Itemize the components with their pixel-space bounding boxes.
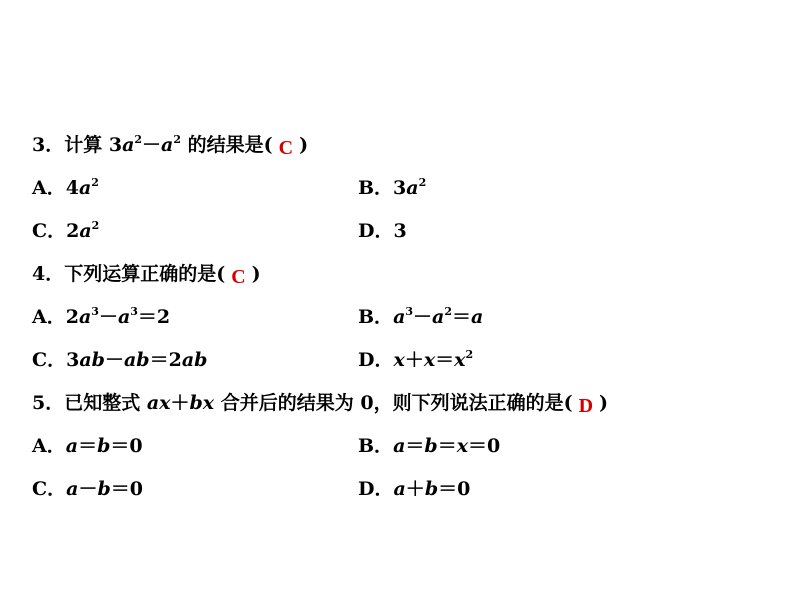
q5-options-row-2 [32,477,471,501]
q3-option-c[interactable]: C．$2a^2$ [32,219,100,242]
q3-option-b[interactable]: B．$3a^2$ [358,176,427,199]
q5-close: ) [599,392,609,414]
q3-stem-mid: 的结果是( [187,134,273,156]
q3-option-a[interactable]: A．$4a^2$ [32,176,99,199]
q5-options-row-1 [32,434,501,458]
q4-option-a[interactable]: A．$2a^3-a^3=2$ [32,305,171,328]
q4-option-d[interactable]: D．$x+x=x^2$ [358,348,474,371]
q4-close: ) [251,263,261,285]
q3-options-row-1 [32,176,427,200]
q4-option-c[interactable]: C．3ab－ab＝2ab [32,349,208,371]
q5-option-d[interactable]: D．a＋b＝0 [358,478,471,500]
q3-option-d[interactable]: D．3 [358,220,407,242]
q3-var-a: a [122,134,135,156]
q3-options-row-2 [32,219,407,243]
q3-answer: C [278,137,294,159]
question-4-stem [32,262,261,286]
q3-close: ) [299,134,309,156]
q3-stem-prefix: 3．计算 3 [32,134,123,156]
q5-option-b[interactable]: B．a＝b＝x＝0 [358,435,501,457]
q5-answer: D [578,395,594,417]
q3-exp-1: 2 [134,133,143,146]
q4-options-row-2 [32,348,474,372]
q4-stem: 4．下列运算正确的是( [32,263,226,285]
q4-answer: C [231,266,246,288]
q4-options-row-1 [32,305,484,329]
q5-option-c[interactable]: C．a－b＝0 [32,478,143,500]
question-3-stem: 3．计算 $3a^2-a^2$ 的结果是( C ) [32,133,309,159]
q5-option-a[interactable]: A．a＝b＝0 [32,435,143,457]
question-5-stem: 5．已知整式 ax＋bx 合并后的结果为 0，则下列说法正确的是( D ) [32,392,609,417]
q4-option-b[interactable]: B．$a^3-a^2=a$ [358,305,484,328]
